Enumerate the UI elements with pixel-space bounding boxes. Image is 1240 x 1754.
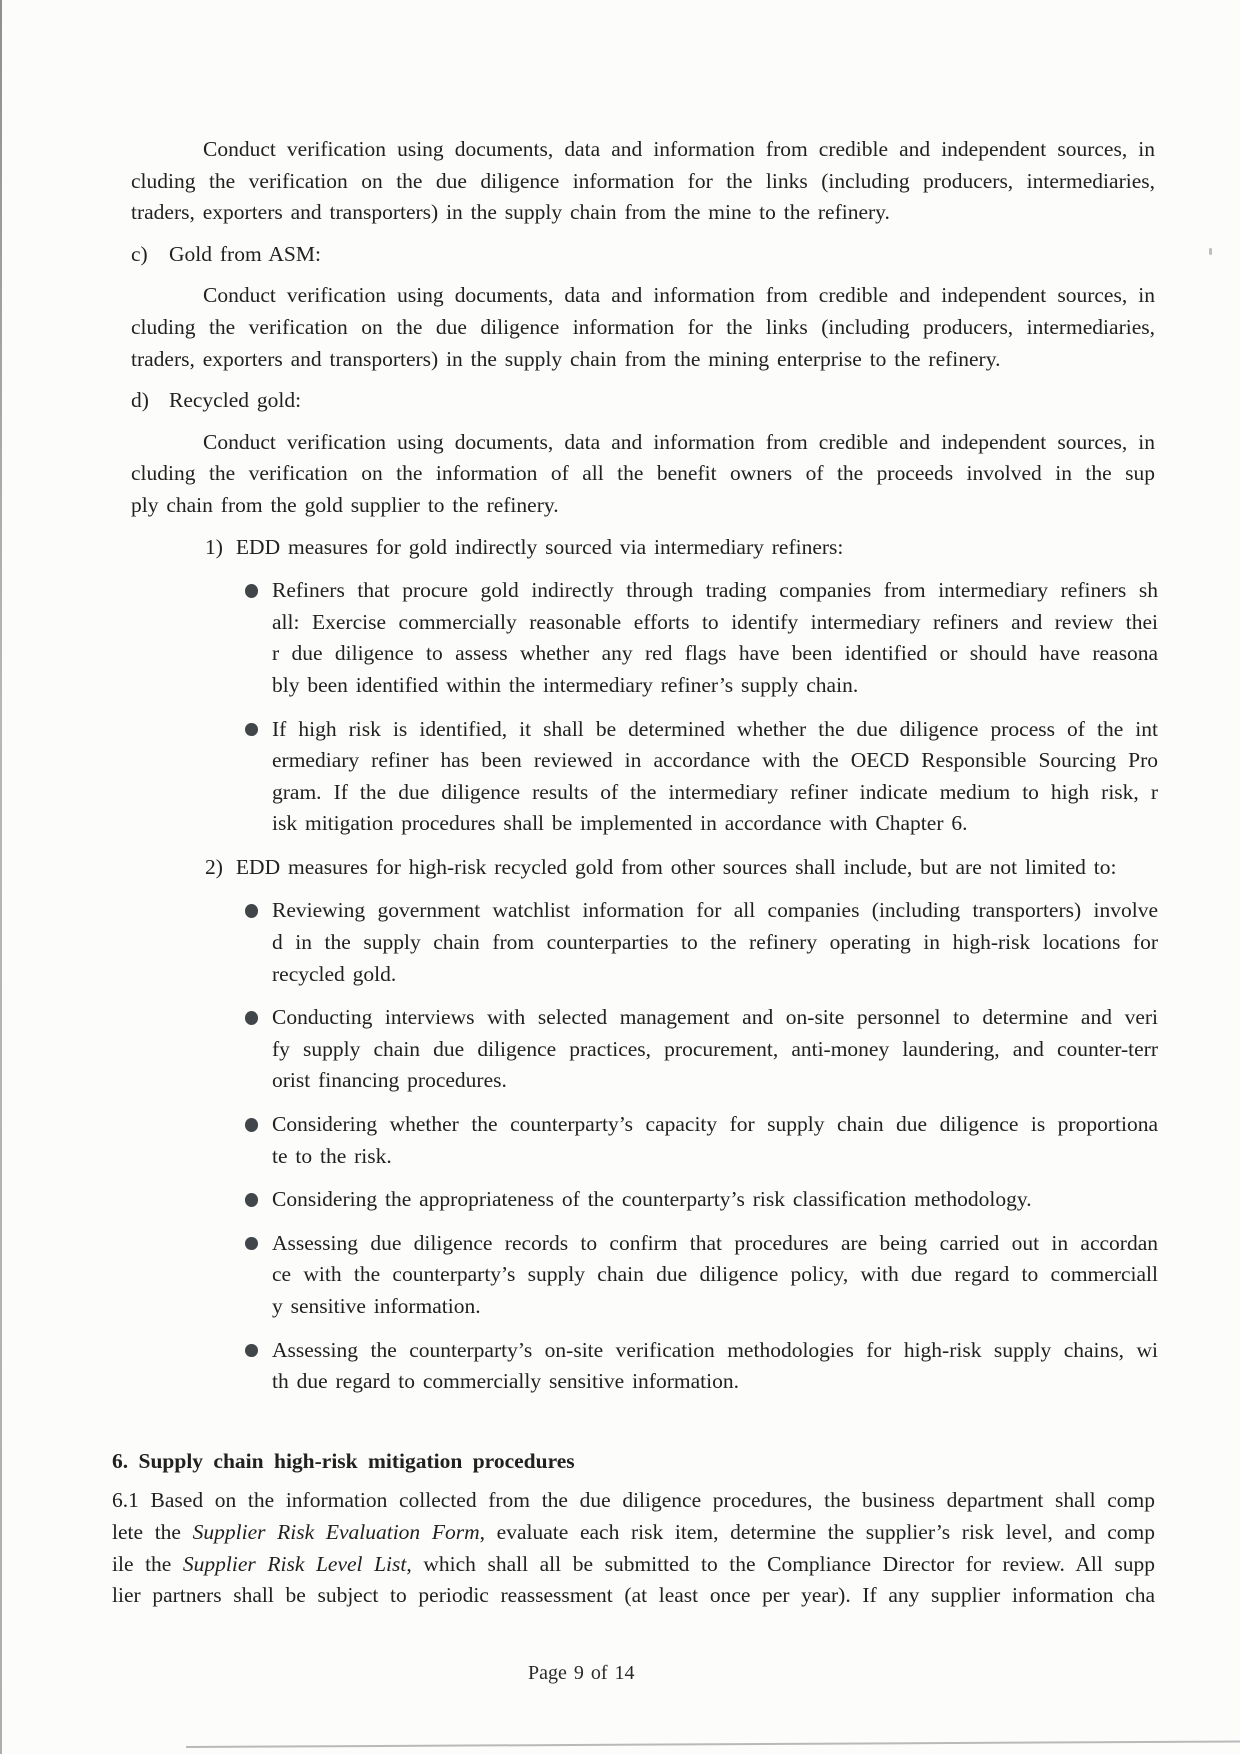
bullet-icon — [245, 1011, 258, 1025]
text-line — [205, 852, 1155, 884]
text-line: Conduct verification using documents, data and information from credible and independent sources, in — [203, 429, 1155, 454]
text-line — [112, 1517, 1155, 1549]
text-segment: , evaluate each risk item, determine the supplier’s risk level, and comp — [479, 1519, 1155, 1544]
bullet-item-high-risk — [272, 714, 1158, 840]
text-line: fy supply chain due diligence practices, procurement, anti-money laundering, and counter-terr — [272, 1036, 1158, 1061]
text-line: Considering whether the counterparty’s capacity for supply chain due diligence is proportiona — [272, 1112, 1158, 1137]
text-segment: EDD measures for gold indirectly sourced via intermediary refiners: — [235, 534, 844, 559]
text-line — [112, 1549, 1155, 1581]
list-item-label: 1) — [205, 534, 223, 559]
list-item-1 — [205, 532, 1155, 564]
text-line — [131, 239, 1155, 271]
text-segment: lete the — [112, 1519, 193, 1544]
bullet-icon — [245, 723, 258, 737]
text-line: ermediary refiner has been reviewed in accordance with the OECD Responsible Sourcing Pro — [272, 748, 1158, 773]
page-number: Page 9 of 14 — [528, 1662, 635, 1684]
bullet-icon — [245, 1193, 258, 1207]
text-line: 6. Supply chain high-risk mitigation procedures — [112, 1448, 575, 1473]
text-line: Conducting interviews with selected management and on-site personnel to determine and veri — [272, 1005, 1158, 1030]
italic-text: Supplier Risk Level List — [182, 1551, 407, 1576]
bullet-item-capacity — [272, 1109, 1158, 1172]
text-line: all: Exercise commercially reasonable efforts to identify intermediary refiners and review thei — [272, 609, 1158, 634]
document-content — [0, 134, 1240, 1612]
body-paragraph-recycled-gold — [131, 427, 1155, 522]
text-line: Reviewing government watchlist information for all companies (including transporters) involve — [272, 898, 1158, 923]
list-item-label: c) — [131, 241, 148, 266]
bullet-item-records — [272, 1228, 1158, 1323]
italic-text: Supplier Risk Evaluation Form — [192, 1519, 480, 1544]
text-segment: EDD measures for high-risk recycled gold from other sources shall include, but are not limited to: — [235, 854, 1117, 879]
bullet-icon — [245, 584, 258, 598]
list-item-c — [131, 239, 1155, 271]
text-line: 6.1 Based on the information collected from the due diligence procedures, the business department shall comp — [112, 1488, 1155, 1513]
text-line: Refiners that procure gold indirectly through trading companies from intermediary refiners sh — [272, 578, 1158, 603]
text-line: recycled gold. — [272, 961, 397, 986]
list-item-label: d) — [131, 388, 149, 413]
text-line: te to the risk. — [272, 1143, 392, 1168]
text-line — [205, 532, 1155, 564]
bullet-icon — [245, 904, 258, 918]
section-paragraph-6-1 — [112, 1485, 1155, 1611]
text-line: d in the supply chain from counterparties to the refinery operating in high-risk locations for — [272, 930, 1158, 955]
text-line: th due regard to commercially sensitive information. — [272, 1369, 739, 1394]
text-line: isk mitigation procedures shall be implemented in accordance with Chapter 6. — [272, 811, 968, 836]
text-line — [131, 385, 1155, 417]
text-line: gram. If the due diligence results of the intermediary refiner indicate medium to high risk, r — [272, 779, 1158, 804]
list-item-2 — [205, 852, 1155, 884]
text-line: Assessing the counterparty’s on-site verification methodologies for high-risk supply chains, wi — [272, 1337, 1158, 1362]
text-line: ce with the counterparty’s supply chain due diligence policy, with due regard to commerciall — [272, 1262, 1158, 1287]
text-line: y sensitive information. — [272, 1294, 481, 1318]
text-segment: Gold from ASM: — [169, 241, 321, 266]
text-line: traders, exporters and transporters) in the supply chain from the mining enterprise to the refinery. — [131, 346, 1001, 371]
text-line: Conduct verification using documents, data and information from credible and independent sources, in — [203, 137, 1155, 161]
text-line: Assessing due diligence records to confirm that procedures are being carried out in accordan — [272, 1230, 1158, 1255]
bullet-item-methodology — [272, 1184, 1158, 1216]
bullet-item-interviews — [272, 1002, 1158, 1097]
scan-edge-bottom — [186, 1740, 1240, 1748]
text-line: Conduct verification using documents, data and information from credible and independent sources, in — [203, 283, 1155, 308]
text-segment: Recycled gold: — [169, 388, 302, 413]
text-line: cluding the verification on the due diligence information for the links (including producers, intermediaries, — [131, 314, 1155, 339]
body-paragraph-mined-gold — [131, 134, 1155, 229]
text-line: cluding the verification on the due diligence information for the links (including producers, intermediaries, — [131, 168, 1155, 193]
text-line: traders, exporters and transporters) in the supply chain from the mine to the refinery. — [131, 200, 890, 225]
text-line: lier partners shall be subject to periodic reassessment (at least once per year). If any supplier information cha — [112, 1583, 1155, 1608]
bullet-item-watchlist — [272, 895, 1158, 990]
text-line: If high risk is identified, it shall be determined whether the due diligence process of the int — [272, 716, 1158, 741]
text-segment: , which shall all be submitted to the Compliance Director for review. All supp — [406, 1551, 1155, 1576]
text-line: r due diligence to assess whether any red flags have been identified or should have reasona — [272, 641, 1158, 666]
section-heading-6 — [112, 1446, 1155, 1478]
text-line: bly been identified within the intermediary refiner’s supply chain. — [272, 672, 859, 697]
bullet-icon — [245, 1237, 258, 1251]
text-line: orist financing procedures. — [272, 1068, 507, 1093]
list-item-label: 2) — [205, 854, 223, 879]
body-paragraph-asm-gold — [131, 280, 1155, 375]
bullet-item-refiners — [272, 575, 1158, 701]
bullet-icon — [245, 1344, 258, 1358]
text-line: cluding the verification on the information of all the benefit owners of the proceeds involved in the sup — [131, 461, 1155, 486]
text-segment: ile the — [112, 1551, 183, 1576]
text-line: Considering the appropriateness of the counterparty’s risk classification methodology. — [272, 1187, 1032, 1212]
text-line: ply chain from the gold supplier to the refinery. — [131, 492, 559, 517]
bullet-item-onsite — [272, 1335, 1158, 1398]
list-item-d — [131, 385, 1155, 417]
bullet-icon — [245, 1118, 258, 1132]
